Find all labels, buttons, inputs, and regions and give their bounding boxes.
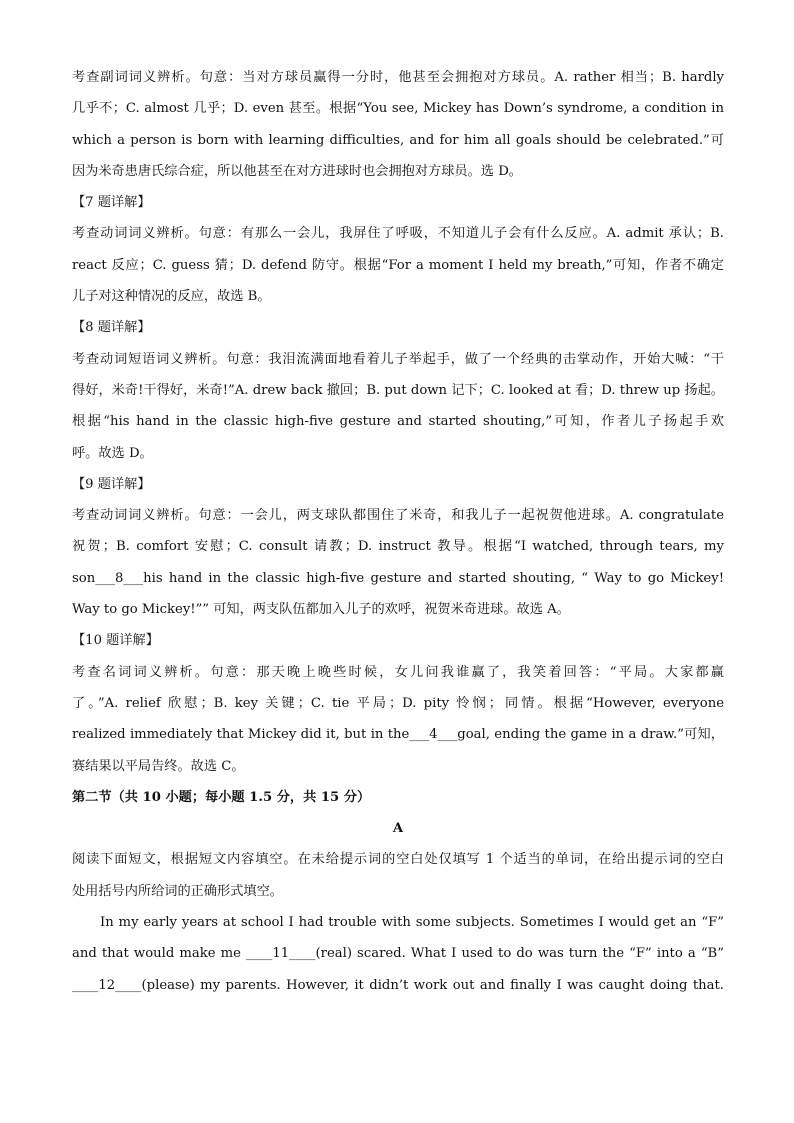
section-heading: 【10 题详解】 bbox=[72, 633, 159, 649]
instructions-line: 阅读下面短文，根据短文内容填空。在未给提示词的空白处仅填写 1 个适当的单词，在给出提示词的空白 bbox=[72, 852, 724, 868]
text-line: 得好，米奇!干得好，米奇!”A. drew back 撤回；B. put down 记下；C. looked at 看；D. threw up 扬起。 bbox=[72, 382, 724, 398]
text-line: 因为米奇患唐氏综合症，所以他甚至在对方进球时也会拥抱对方球员。选 D。 bbox=[72, 163, 522, 179]
passage-line: ____12____(please) my parents. However, it didn’t work out and finally I was caught doing that. bbox=[72, 977, 724, 993]
text-line: 考查动词词义辨析。句意：有那么一会儿，我屏住了呼吸，不知道儿子会有什么反应。A. admit 承认；B. bbox=[72, 226, 724, 242]
text-line: 呼。故选 D。 bbox=[72, 445, 153, 461]
passage-label: A bbox=[392, 821, 404, 837]
text-line: which a person is born with learning difficulties, and for him all goals should be celebrated.”可 bbox=[72, 132, 724, 148]
text-line: 考查名词词义辨析。句意：那天晚上晚些时候，女儿问我谁赢了，我笑着回答：“平局。大家都赢 bbox=[72, 664, 724, 680]
text-line: 儿子对这种情况的反应，故选 B。 bbox=[72, 289, 271, 305]
text-line: 赛结果以平局告终。故选 C。 bbox=[72, 758, 245, 774]
text-line: 几乎不；C. almost 几乎；D. even 甚至。根据“You see, Mickey has Down’s syndrome, a condition in bbox=[72, 101, 724, 117]
text-line: react 反应；C. guess 猜；D. defend 防守。根据“For a moment I held my breath,”可知，作者不确定 bbox=[72, 257, 724, 273]
part-heading: 第二节（共 10 小题；每小题 1.5 分，共 15 分） bbox=[72, 789, 371, 805]
passage-line: In my early years at school I had trouble with some subjects. Sometimes I would get an “F” bbox=[100, 915, 724, 931]
text-line: 了。”A. relief 欣慰；B. key 关键；C. tie 平局；D. pity 怜悯；同情。根据“However, everyone bbox=[72, 695, 724, 711]
text-line: Way to go Mickey!”” 可知，两支队伍都加入儿子的欢呼，祝贺米奇进球。故选 A。 bbox=[72, 602, 570, 618]
section-heading: 【9 题详解】 bbox=[72, 476, 151, 492]
text-line: 考查动词词义辨析。句意：一会儿，两支球队都围住了米奇，和我儿子一起祝贺他进球。A. congratulate bbox=[72, 508, 724, 524]
text-line: realized immediately that Mickey did it, but in the___4___goal, ending the game in a draw.”可知， bbox=[72, 727, 724, 743]
text-line: son___8___his hand in the classic high-five gesture and started shouting, “ Way to go Mickey! bbox=[72, 570, 724, 586]
document-page bbox=[72, 62, 724, 1001]
passage-line: and that would make me ____11____(real) scared. What I used to do was turn the “F” into a “B” bbox=[72, 946, 724, 962]
text-line: 考查动词短语词义辨析。句意：我泪流满面地看着儿子举起手，做了一个经典的击掌动作，开始大喊：“干 bbox=[72, 351, 724, 367]
section-heading: 【7 题详解】 bbox=[72, 195, 151, 211]
text-line: 考查副词词义辨析。句意：当对方球员赢得一分时，他甚至会拥抱对方球员。A. rather 相当；B. hardly bbox=[72, 70, 724, 85]
section-heading: 【8 题详解】 bbox=[72, 320, 151, 336]
text-line: 根据“his hand in the classic high-five gesture and started shouting,”可知，作者儿子扬起手欢 bbox=[72, 414, 724, 430]
text-line: 祝贺；B. comfort 安慰；C. consult 请教；D. instruct 教导。根据“I watched, through tears, my bbox=[72, 539, 724, 555]
instructions-line: 处用括号内所给词的正确形式填空。 bbox=[72, 883, 283, 899]
